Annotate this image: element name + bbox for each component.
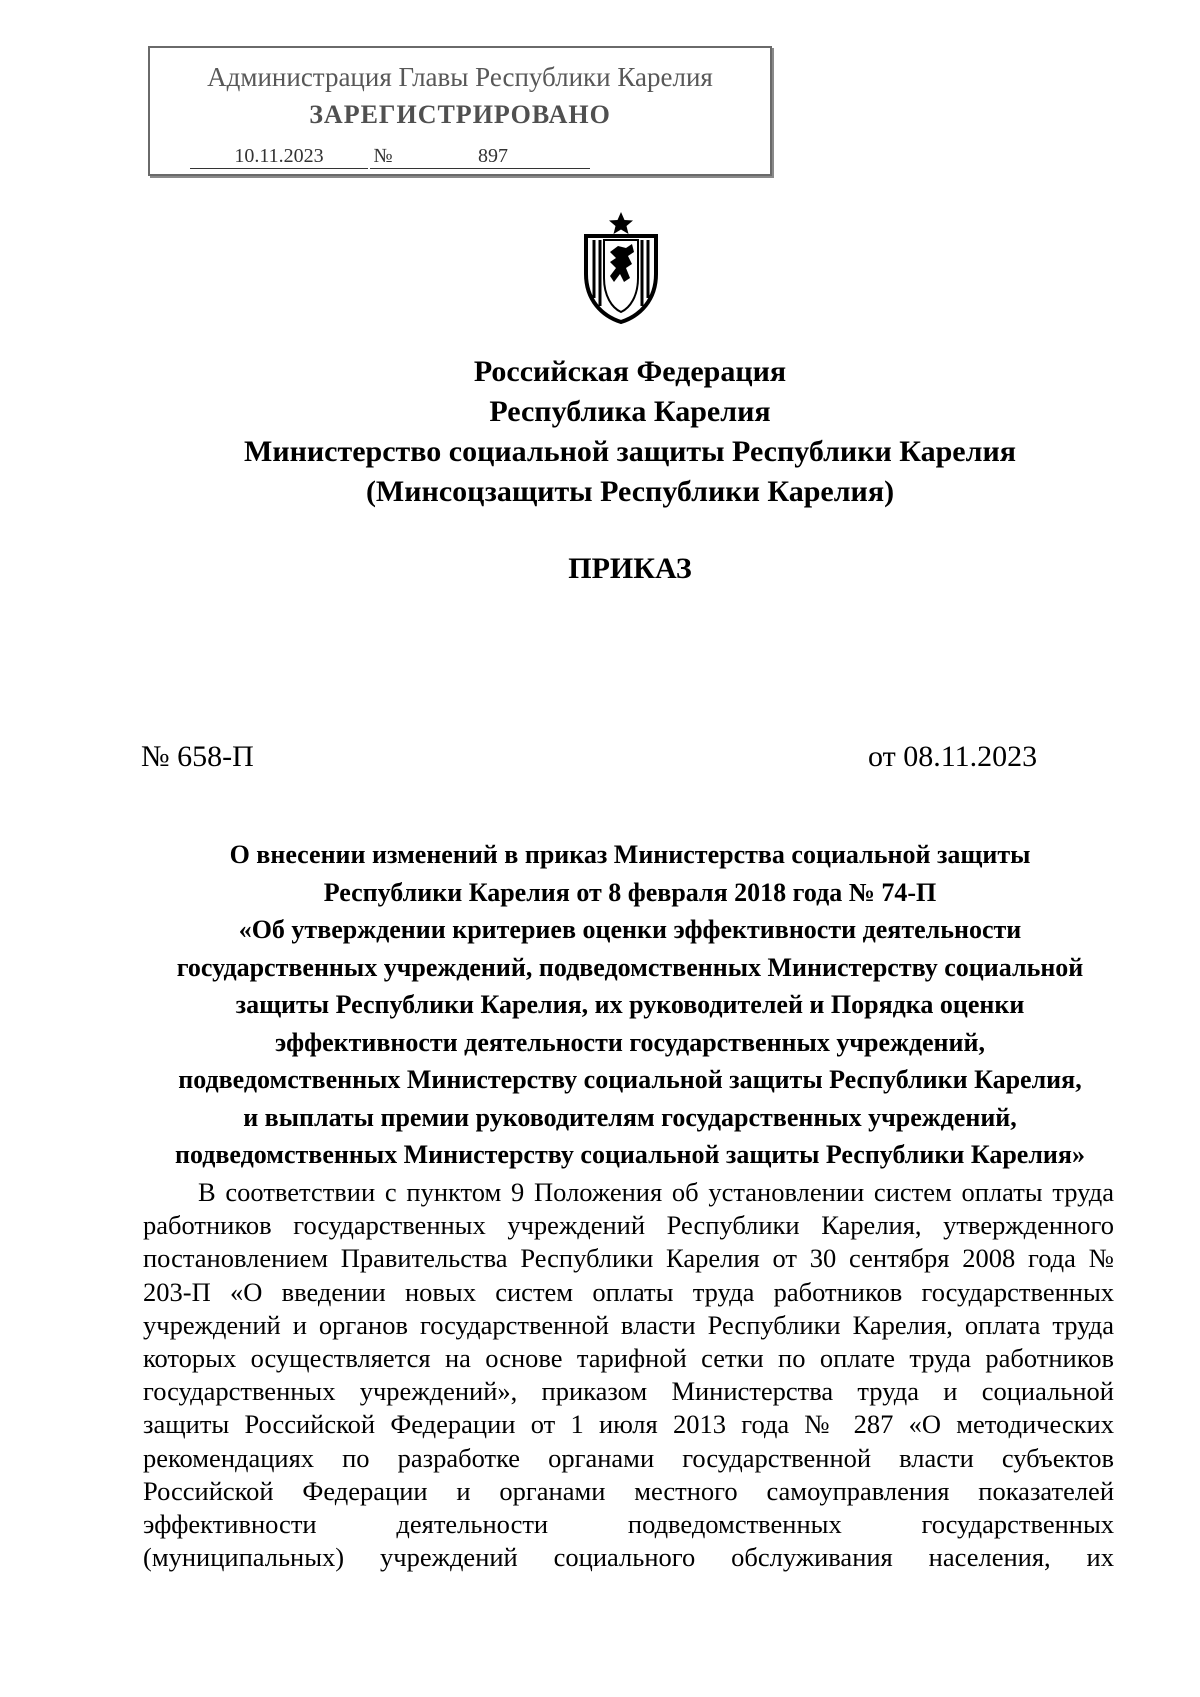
stamp-registration-row	[190, 144, 750, 170]
subject-line: Республики Карелия от 8 февраля 2018 года № 74-П	[323, 877, 937, 907]
header-republic: Республика Карелия	[489, 395, 771, 428]
subject-line: «Об утверждении критериев оценки эффективности деятельности	[238, 915, 1022, 944]
registration-stamp	[148, 46, 772, 176]
karelia-coat-of-arms-icon	[580, 212, 662, 324]
order-subject	[130, 836, 1130, 1174]
body-line: которых осуществляется на основе тарифной сетки по оплате труда работников	[143, 1343, 1114, 1374]
body-line: эффективности деятельности подведомственных государственных	[143, 1509, 1114, 1540]
stamp-registered: ЗАРЕГИСТРИРОВАНО	[309, 100, 611, 129]
subject-line: О внесении изменений в приказ Министерства социальной защиты	[229, 840, 1031, 869]
body-line: государственных учреждений», приказом Министерства труда и социальной	[143, 1376, 1114, 1407]
subject-line: защиты Республики Карелия, их руководителей и Порядка оценки	[235, 990, 1025, 1019]
subject-line: государственных учреждений, подведомственных Министерству социальной	[176, 952, 1084, 982]
stamp-authority: Администрация Главы Республики Карелия	[207, 62, 713, 92]
body-line: В соответствии с пунктом 9 Положения об установлении систем оплаты труда	[198, 1177, 1114, 1207]
subject-line: эффективности деятельности государственных учреждений,	[275, 1027, 985, 1057]
body-line: (муниципальных) учреждений социального обслуживания населения, их	[143, 1542, 1114, 1573]
body-line: Российской Федерации и органами местного самоуправления показателей	[143, 1475, 1114, 1506]
stamp-number: 897	[396, 144, 590, 169]
document-header	[0, 352, 1200, 512]
stamp-date: 10.11.2023	[190, 144, 368, 169]
order-number: № 658-П	[141, 740, 254, 773]
body-paragraph	[143, 1176, 1114, 1574]
header-country: Российская Федерация	[473, 355, 787, 388]
body-line: рекомендациях по разработке органами государственной власти субъектов	[143, 1442, 1114, 1473]
order-date: от 08.11.2023	[868, 740, 1038, 773]
subject-line: подведомственных Министерству социальной защиты Республики Карелия,	[178, 1065, 1082, 1094]
stamp-number-sign: №	[370, 144, 396, 169]
body-line: 203-П «О введении новых систем оплаты труда работников государственных	[143, 1276, 1114, 1307]
subject-line: подведомственных Министерству социальной защиты Республики Карелия»	[175, 1140, 1085, 1169]
subject-line: и выплаты премии руководителям государственных учреждений,	[243, 1102, 1017, 1132]
body-line: учреждений и органов государственной власти Республики Карелия, оплата труда	[143, 1309, 1114, 1340]
header-ministry: Министерство социальной защиты Республики Карелия	[244, 435, 1016, 468]
body-line: работников государственных учреждений Республики Карелия, утвержденного	[143, 1210, 1114, 1241]
header-ministry-short: (Минсоцзащиты Республики Карелия)	[365, 475, 895, 508]
document-type-title: ПРИКАЗ	[568, 552, 692, 585]
body-line: постановлением Правительства Республики Карелия от 30 сентября 2008 года №	[143, 1243, 1114, 1274]
body-line: защиты Российской Федерации от 1 июля 2013 года № 287 «О методических	[143, 1409, 1114, 1440]
